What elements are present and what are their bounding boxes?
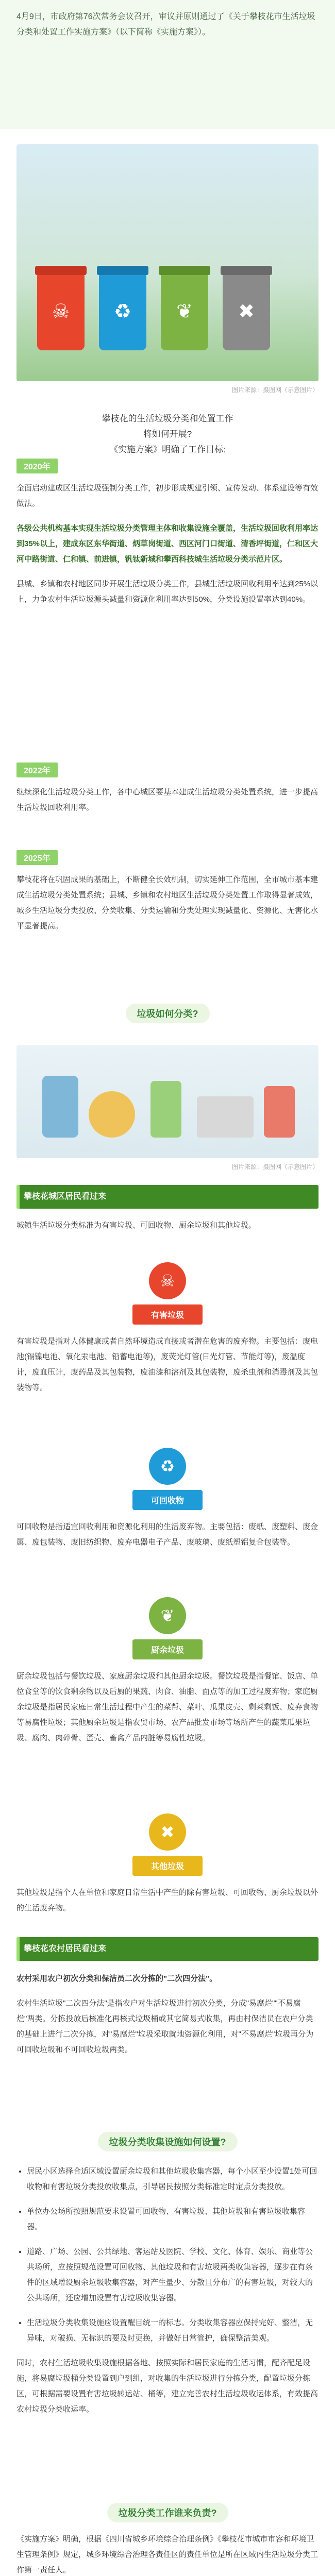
image2-section: [0, 1036, 335, 1185]
rural-section: [0, 1937, 335, 2123]
kitchen-section: [0, 1592, 335, 1808]
urban-intro-text: 城镇生活垃圾分类标准为有害垃圾、可回收物、厨余垃圾和其他垃圾。: [16, 1221, 257, 1230]
facility-bullet: • 单位办公场所按照规范要求设置可回收物、有害垃圾、其他垃圾和有害垃圾收集容器。: [27, 2204, 319, 2235]
facility-section: [0, 2123, 335, 2494]
goal-2025-section: [0, 850, 335, 994]
gray-bin-illustration: ✖: [223, 273, 270, 350]
year-heading: 2025年: [16, 850, 58, 865]
how-to-sort-heading: 垃圾如何分类?: [126, 1004, 210, 1023]
other-section: [0, 1808, 335, 1937]
rural-method-text: 农村采用农户初次分类和保洁员二次分拣的"二次四分法"。: [16, 1974, 217, 1983]
goal-2020-section: [0, 459, 335, 762]
duty-heading: 垃圾分类工作谁来负责?: [107, 2503, 228, 2522]
facility-closing: 同时，农村生活垃圾收集设施根据各地、按照实际和居民家庭的生活习惯，配齐配足设施，将易腐垃圾桶分类设置到户到组，对收集的生活垃圾进行分拣分类，配置垃圾分拣区，可根据需要设置有害垃圾转运站、桶等，建立完善农村生活垃圾收运体系，有效提高农村垃圾分类收运率。: [16, 2359, 319, 2414]
hero-section: [0, 129, 335, 407]
goal-paragraph: 县城、乡镇和农村地区同步开展生活垃圾分类工作，县城生活垃圾回收利用率达到25%以上，力争农村生活垃圾源头减量和资源化利用率达到50%，分类设施设置率达到40%。: [16, 580, 319, 604]
hero-caption: 图片来源：摄图网（示意图片）: [231, 386, 319, 394]
goal-paragraph: 全面启动建成区生活垃圾强制分类工作，初步形成规建引领、宣传发动、体系建设等有效做法。: [16, 484, 319, 508]
facility-bullet: • 道路、广场、公园、公共绿地、客运站及医院、学校、文化、体育、娱乐、商业等公共场所，应按照规范设置可回收物、其他垃圾和有害垃圾两类收集容器，逐步在有条件的区域增设厨余垃圾收集容器，对产生量少、分散且分布广的有害垃圾，对较大的公共场所，还应增加设置有害垃圾收集容器。: [27, 2244, 319, 2306]
title-block: [0, 407, 335, 459]
duty-section: [0, 2494, 335, 2576]
title-line-1: 攀枝花的生活垃圾分类和处置工作: [102, 414, 233, 423]
goal-paragraph: 各级公共机构基本实现生活垃圾分类管理主体和收集设施全覆盖，生活垃圾回收利用率达到35%以上，建成东区东华街道、炳草岗街道、西区河门口街道、清香坪街道，仁和区大河中路街道、仁和镇、前进镇，钒钛新城和攀西科技城生活垃圾分类示范片区。: [16, 524, 319, 564]
rural-detail-text: 农村生活垃圾"二次四分法"是指农户对生活垃圾进行初次分类，分成"易腐烂""不易腐烂"两类。分拣投放后核准化再核式垃圾桶或其它简易式收集，再由村保洁员在农户分类的基础上进行二次分拣，对"易腐烂"垃圾采取就地资源化利用，对"不易腐烂"垃圾再分为可回收垃圾和不可回收垃圾两类。: [16, 1999, 314, 2054]
other-label: 其他垃圾: [132, 1856, 203, 1876]
rural-section-band: 攀枝花农村居民看过来: [16, 1937, 319, 1961]
recyclables-image: [16, 1045, 319, 1158]
red-bin-illustration: ☠: [37, 273, 85, 350]
year-heading: 2020年: [16, 459, 58, 473]
blue-bin-illustration: ♻: [99, 273, 146, 350]
hero-image: [16, 144, 319, 381]
year-heading: 2022年: [16, 762, 58, 777]
hazardous-icon: ☠: [149, 1262, 186, 1299]
title-line-2: 将如何开展?: [143, 429, 192, 439]
intro-text: 4月9日，市政府第76次常务会议召开，审议并原则通过了《关于攀枝花市生活垃圾分类和处置工作实施方案》（以下简称《实施方案》）。: [16, 12, 315, 37]
duty-text: 《实施方案》明确，根据《四川省城乡环境综合治理条例》《攀枝花市城市市容和环境卫生管理条例》规定，城乡环境综合治理各责任区的责任单位是所在区域内生活垃圾分类工作第一责任人。: [16, 2535, 319, 2574]
urban-intro-section: [0, 1185, 335, 1257]
goal-paragraph: 继续深化生活垃圾分类工作，各中心城区要基本建成生活垃圾分类处置系统，进一步提高生活垃圾回收利用率。: [16, 788, 319, 812]
other-waste-icon: ✖: [149, 1814, 186, 1851]
kitchen-desc: 厨余垃圾包括与餐饮垃圾、家庭厨余垃圾和其他厨余垃圾。餐饮垃圾是指餐馆、饭店、单位食堂等的饮食剩余物以及后厨的果蔬、肉食、油脂、面点等的加工过程废弃物；家庭厨余垃圾是指居民家庭日常生活过程中产生的菜帮、菜叶、瓜果皮壳、剩菜剩饭、废弃食物等易腐性垃圾；其他厨余垃圾是指农贸市场、农产品批发市场等场所产生的蔬菜瓜果垃圾、腐肉、肉碎骨、蛋壳、畜禽产品内脏等易腐性垃圾。: [16, 1672, 319, 1742]
hazardous-desc: 有害垃圾是指对人体健康或者自然环境造成直接或者潜在危害的废弃物。主要包括：废电池(镉镍电池、氧化汞电池、铅蓄电池等)，废荧光灯管(日光灯管、节能灯等)，废温度计，废血压计，废药品及其包装物，废油漆和溶剂及其包装物，废杀虫剂和消毒剂及其包装物等。: [16, 1337, 319, 1392]
recyclable-label: 可回收物: [132, 1490, 203, 1510]
kitchen-waste-icon: ❦: [149, 1597, 186, 1634]
kitchen-label: 厨余垃圾: [132, 1639, 203, 1659]
image2-caption: 图片来源：摄图网（示意图片）: [231, 1163, 319, 1171]
intro-section: [0, 0, 335, 129]
how-to-sort-section: [0, 994, 335, 1036]
facility-bullet: • 居民小区选择合适区域设置厨余垃圾和其他垃圾收集容器，每个小区至少设置1处可回收物和有害垃圾分类投放收集点，引导居民按照分类标准定时定点分类投放。: [27, 2164, 319, 2195]
facility-heading: 垃圾分类收集设施如何设置?: [98, 2132, 238, 2151]
recycle-icon: ♻: [149, 1448, 186, 1485]
title-line-3: 《实施方案》明确了工作目标:: [109, 445, 226, 454]
recyclable-section: [0, 1443, 335, 1592]
hazardous-label: 有害垃圾: [132, 1304, 203, 1325]
green-bin-illustration: ❦: [161, 273, 208, 350]
recyclable-desc: 可回收物是指适宜回收利用和资源化利用的生活废弃物。主要包括：废纸、废塑料、废金属、废包装物、废旧纺织物、废弃电器电子产品、废玻璃、废纸塑铝复合包装等。: [16, 1522, 319, 1547]
other-desc: 其他垃圾是指个人在单位和家庭日常生活中产生的除有害垃圾、可回收物、厨余垃圾以外的生活废弃物。: [16, 1888, 319, 1912]
hazardous-section: [0, 1257, 335, 1443]
facility-bullet: • 生活垃圾分类收集设施应设置醒目统一的标志。分类收集容器应保持完好、整洁，无异味，对破损、无标识的要及时更换，并做好日常管护，确保整洁美观。: [27, 2315, 319, 2346]
goal-2022-section: [0, 762, 335, 850]
goal-paragraph: 攀枝花将在巩固成果的基础上，不断健全长效机制，切实延伸工作范围，全市城市基本建成生活垃圾分类处置系统；县城、乡镇和农村地区生活垃圾分类处置工作取得显著成效，城乡生活垃圾分类投放、分类收集、分类运输和分类处理实现减量化、资源化、无害化水平显著提高。: [16, 875, 319, 930]
urban-section-band: 攀枝花城区居民看过来: [16, 1185, 319, 1209]
